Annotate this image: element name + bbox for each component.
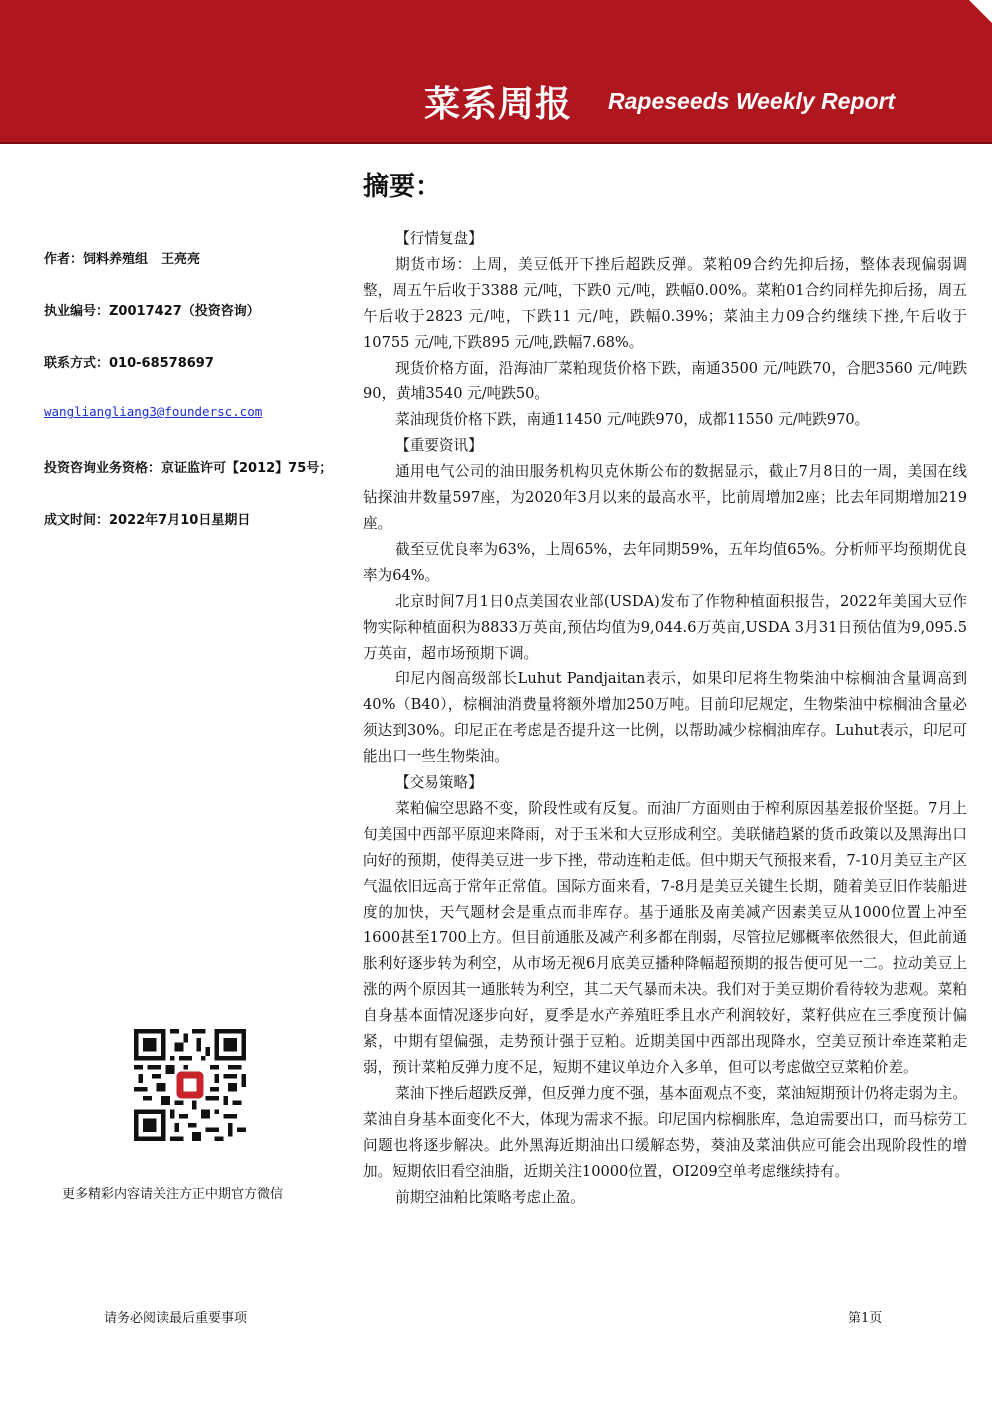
- abstract-heading: 摘要：: [363, 172, 442, 202]
- body-paragraph: 通用电气公司的油田服务机构贝克休斯公布的数据显示，截止7月8日的一周，美国在线钻探油井数量597座，为2020年3月以来的最高水平，比前周增加2座；比去年同期增加219座。: [363, 463, 967, 532]
- report-body: [363, 226, 967, 1210]
- body-paragraph: 印尼内阁高级部长Luhut Pandjaitan表示，如果印尼将生物柴油中棕榈油含量调高到40%（B40），棕榈油消费量将额外增加250万吨。目前印尼规定，生物柴油中棕榈油含量必须达到30%。印尼正在考虑是否提升这一比例，以帮助减少棕榈油库存。Luhut表示，印尼可能出口一些生物柴油。: [363, 670, 967, 766]
- report-subtitle: Rapeseeds Weekly Report: [608, 88, 896, 114]
- author-line: 作者：饲料养殖组 王亮亮: [44, 252, 201, 267]
- header-divider: [0, 142, 992, 144]
- date-line: 成文时间：2022年7月10日星期日: [44, 513, 251, 528]
- body-paragraph: 菜油现货价格下跌，南通11450 元/吨跌970，成都11550 元/吨跌970。: [395, 411, 870, 429]
- license-number: 执业编号：Z0017427（投资咨询）: [44, 304, 260, 319]
- body-paragraph: 菜粕偏空思路不变，阶段性或有反复。而油厂方面则由于榨利原因基差报价坚挺。7月上旬美国中西部平原迎来降雨，对于玉米和大豆形成利空。美联储趋紧的货币政策以及黑海出口向好的预期，使得美豆进一步下挫，带动连粕走低。但中期天气预报来看，7-10月美豆主产区气温依旧远高于常年正常值。国际方面来看，7-8月是美豆关键生长期，随着美豆旧作装船进度的加快，天气题材会是重点而非库存。基于通胀及南美减产因素美豆从1000位置上冲至1600甚至1700上方。但目前通胀及减产利多都在削弱，尽管拉尼娜概率依然很大，但此前通胀利好逐步转为利空，从市场无视6月底美豆播种降幅超预期的报告便可见一二。拉动美豆上涨的两个原因其一通胀转为利空，其二天气暴而未决。我们对于美豆期价看待较为悲观。菜粕自身基本面情况逐步向好，夏季是水产养殖旺季且水产利润较好，菜籽供应在三季度预计偏紧，中期有望偏强，走势预计强于豆粕。近期美国中西部出现降水，空美豆预计牵连菜粕走弱，预计菜粕反弹力度不足，短期不建议单边介入多单，但可以考虑做空豆菜粕价差。: [363, 799, 967, 1076]
- body-paragraph: 北京时间7月1日0点美国农业部(USDA)发布了作物种植面积报告，2022年美国大豆作物实际种植面积为8833万英亩,预估均值为9,044.6万英亩,USDA 3月31日预估值为9,095.5万英亩，超市场预期下调。: [363, 592, 967, 662]
- footer-notice: 请务必阅读最后重要事项: [104, 1311, 248, 1326]
- body-paragraph: 截至豆优良率为63%，上周65%，去年同期59%，五年均值65%。分析师平均预期优良率为64%。: [363, 540, 967, 584]
- wechat-qr-code: [134, 1029, 246, 1141]
- report-title: 菜系周报: [424, 84, 573, 125]
- section-heading: 【重要资讯】: [395, 437, 483, 455]
- contact-phone: 联系方式：010-68578697: [44, 356, 214, 371]
- qr-caption: 更多精彩内容请关注方正中期官方微信: [62, 1187, 284, 1202]
- body-paragraph: 前期空油粕比策略考虑止盈。: [395, 1188, 585, 1206]
- qualification-line: 投资咨询业务资格：京证监许可【2012】75号；: [44, 461, 333, 476]
- section-heading: 【行情复盘】: [395, 230, 483, 247]
- header-corner-fold: [969, 0, 992, 23]
- page-number: 第1页: [848, 1311, 883, 1326]
- email-link[interactable]: wangliangliang3@foundersc.com: [44, 404, 263, 419]
- body-paragraph: 期货市场：上周，美豆低开下挫后超跌反弹。菜粕09合约先抑后扬，整体表现偏弱调整，周五午后收于3388 元/吨，下跌0 元/吨，跌幅0.00%。菜粕01合约同样先抑后扬，周五午后收于2823 元/吨，下跌11 元/吨，跌幅0.39%；菜油主力09合约继续下挫,午后收于10755 元/吨,下跌895 元/吨,跌幅7.68%。: [363, 255, 967, 351]
- body-paragraph: 菜油下挫后超跌反弹，但反弹力度不强，基本面观点不变，菜油短期预计仍将走弱为主。菜油自身基本面变化不大，体现为需求不振。印尼国内棕榈胀库，急迫需要出口，而马棕劳工问题也将逐步解决。此外黑海近期油出口缓解态势，葵油及菜油供应可能会出现阶段性的增加。短期依旧看空油脂，近期关注10000位置，OI209空单考虑继续持有。: [363, 1084, 967, 1180]
- body-paragraph: 现货价格方面，沿海油厂菜粕现货价格下跌，南通3500 元/吨跌70，合肥3560 元/吨跌90，黄埔3540 元/吨跌50。: [363, 359, 967, 403]
- section-heading: 【交易策略】: [395, 774, 483, 792]
